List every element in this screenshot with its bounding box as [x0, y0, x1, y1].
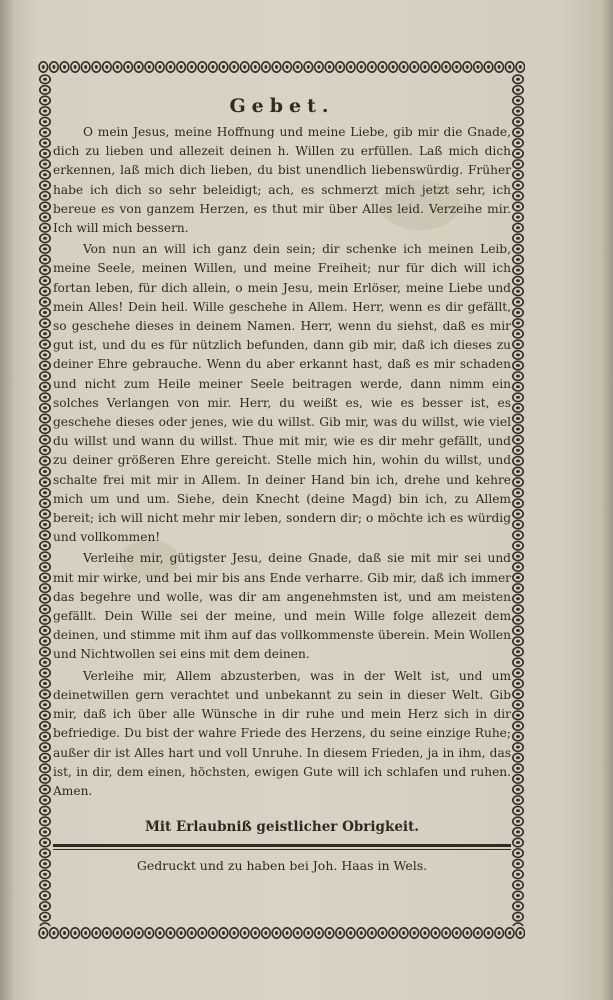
ornament-border-top [38, 60, 525, 74]
printer-imprint: Gedruckt und zu haben bei Joh. Haas in Wels. [136, 858, 428, 874]
paper-edge-shadow-right [601, 0, 613, 1000]
paper-edge-shadow-left [0, 0, 14, 1000]
page-title: Gebet. [229, 95, 335, 117]
ornament-border-left [38, 74, 52, 926]
ornament-border-right [511, 74, 525, 926]
prayer-paragraph-4: Verleihe mir, Allem abzusterben, was in der Welt ist, und um deinetwillen gern verachtet und unbekannt zu sein in dieser Welt. Gib mir, daß ich über alle Wünsche in dir ruhe und mein Herz sich in dir befriedige. Du bist der wahre Friede des Herzens, du seine einzige Ruhe; außer dir ist Alles hart und voll Unruhe. In diesem Frieden, ja in ihm, das ist, in dir, dem einen, höchsten, ewigen Gute will ich schlafen und ruhen. Amen. [53, 668, 511, 798]
prayer-paragraph-3: Verleihe mir, gütigster Jesu, deine Gnade, daß sie mit mir sei und mit mir wirke, und bei mir bis ans Ende verharre. Gib mir, daß ich immer das begehre und wolle, was dir am angenehmsten ist, und am meisten gefällt. Dein Wille sei der meine, und mein Wille folge allezeit dem deinen, und stimme mit ihm auf das vollkommenste überein. Mein Wollen und Nichtwollen sei eins mit dem deinen. [53, 551, 511, 662]
prayer-paragraph-1: O mein Jesus, meine Hoffnung und meine Liebe, gib mir die Gnade, dich zu lieben und allezeit deinen h. Willen zu erfüllen. Laß mich dich erkennen, laß mich dich lieben, du bist unendlich liebenswürdig. Früher habe ich dich so sehr beleidigt; ach, es schmerzt mich jetzt sehr, ich bereue es von ganzem Herzen, es thut mir über Alles leid. Verzeihe mir. Ich will mich bessern. [53, 125, 511, 236]
divider-thick [53, 844, 511, 847]
prayer-paragraph-2: Von nun an will ich ganz dein sein; dir schenke ich meinen Leib, meine Seele, meinen Willen, und meine Freiheit; nur für dich will ich fortan leben, für dich allein, o mein Jesu, mein Erlöser, meine Liebe und mein Alles! Dein heil. Wille geschehe in Allem. Herr, wenn es dir gefällt, so geschehe dieses in deinem Namen. Herr, wenn du siehst, daß es mir gut ist, und du es für nützlich befunden, dann gib mir, daß ich dieses zu deiner Ehre gebrauche. Wenn du aber erkannt hast, daß es mir schaden und nicht zum Heile meiner Seele beitragen werde, dann nimm ein solches Verlangen von mir. Herr, du weißt es, wie es besser ist, es geschehe dieses oder jenes, wie du willst. Gib mir, was du willst, wie viel du willst und wann du willst. Thue mit mir, wie es dir mehr gefällt, und zu deiner größeren Ehre gereicht. Stelle mich hin, wohin du willst, und schalte frei mit mir in Allem. In deiner Hand bin ich, drehe und kehre mich um und um. Siehe, dein Knecht (deine Magd) bin ich, zu Allem bereit; ich will nicht mehr mir leben, sondern dir; o möchte ich es würdig und vollkommen! [53, 242, 511, 545]
ornament-border-bottom [38, 926, 525, 940]
divider-thin [53, 849, 511, 850]
prayer-sheet-content [53, 95, 511, 873]
imprimatur-line: Mit Erlaubniß geistlicher Obrigkeit. [144, 819, 419, 836]
